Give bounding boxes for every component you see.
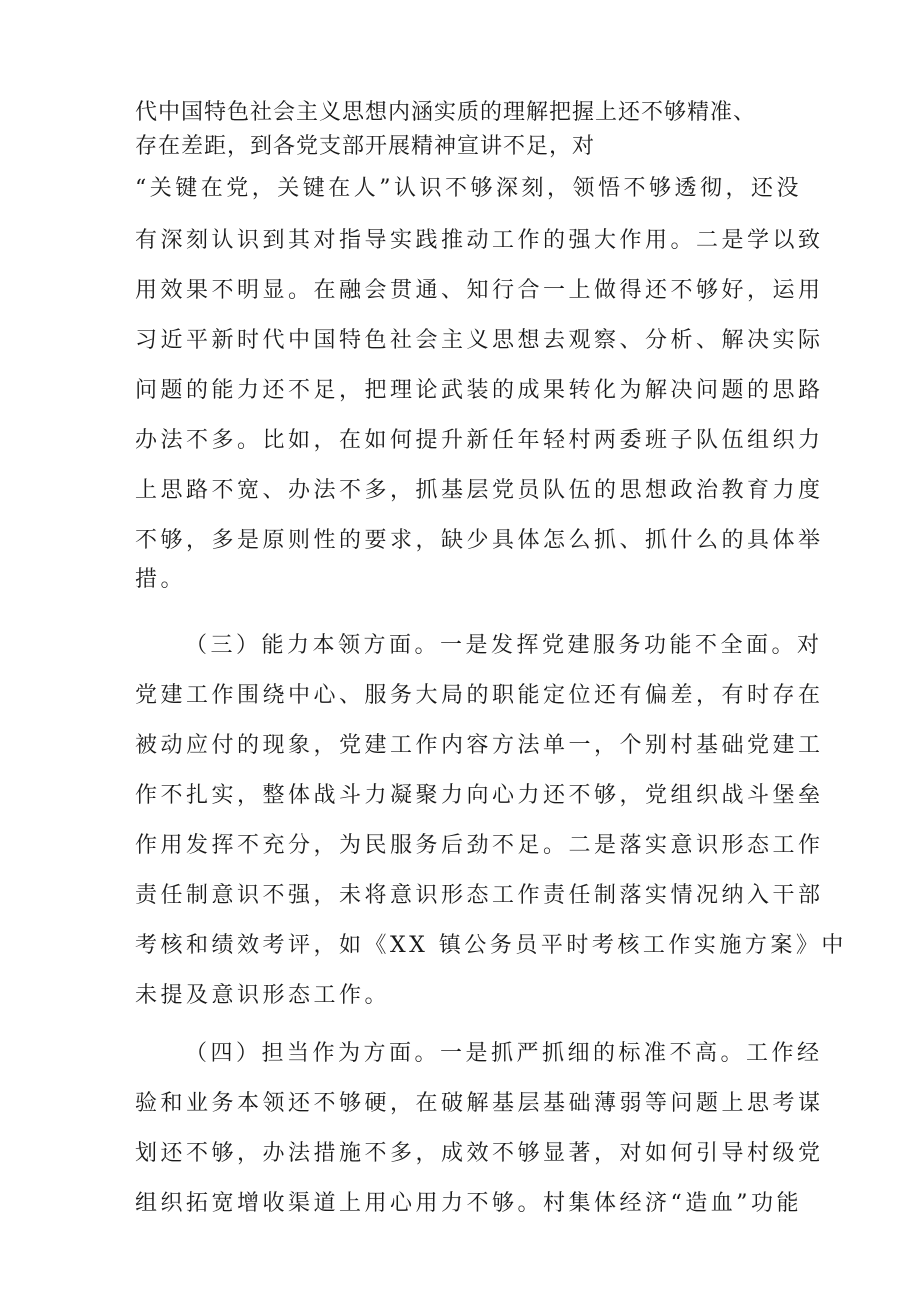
text-line: 考核和绩效考评，如《XX 镇公务员平时考核工作实施方案》中 <box>135 933 847 958</box>
text-line: 划还不够，办法措施不多，成效不够显著，对如何引导村级党 <box>135 1141 824 1166</box>
text-line: 验和业务本领还不够硬，在破解基层基础薄弱等问题上思考谋 <box>135 1091 824 1116</box>
text-line: 作用发挥不充分，为民服务后劲不足。二是落实意识形态工作 <box>135 833 824 858</box>
text-line: 上思路不宽、办法不多，抓基层党员队伍的思想政治教育力度 <box>135 478 824 503</box>
text-line: 措。 <box>135 567 187 592</box>
text-line: 作不扎实，整体战斗力凝聚力向心力还不够，党组织战斗堡垒 <box>135 783 824 808</box>
text-line: “关键在党，关键在人”认识不够深刻，领悟不够透彻，还没 <box>135 176 802 201</box>
text-line: 问题的能力还不足，把理论武装的成果转化为解决问题的思路 <box>135 378 824 403</box>
text-line: 党建工作围绕中心、服务大局的职能定位还有偏差，有时存在 <box>135 683 824 708</box>
paragraph-heading-line: （四）担当作为方面。一是抓严抓细的标准不高。工作经 <box>185 1041 823 1066</box>
text-line: 习近平新时代中国特色社会主义思想去观察、分析、解决实际 <box>135 328 824 353</box>
text-line: 办法不多。比如，在如何提升新任年轻村两委班子队伍组织力 <box>135 428 824 453</box>
text-line: 用效果不明显。在融会贯通、知行合一上做得还不够好，运用 <box>135 278 824 303</box>
text-line: 不够，多是原则性的要求，缺少具体怎么抓、抓什么的具体举 <box>135 528 824 553</box>
text-line: 责任制意识不强，未将意识形态工作责任制落实情况纳入干部 <box>135 883 824 908</box>
text-line: 被动应付的现象，党建工作内容方法单一，个别村基础党建工 <box>135 733 824 758</box>
text-line: 有深刻认识到其对指导实践推动工作的强大作用。二是学以致 <box>135 228 824 253</box>
paragraph-heading-line: （三）能力本领方面。一是发挥党建服务功能不全面。对 <box>185 633 823 658</box>
text-line: 未提及意识形态工作。 <box>135 983 391 1008</box>
text-line: 组织拓宽增收渠道上用心用力不够。村集体经济“造血”功能 <box>135 1191 802 1216</box>
text-line: 代中国特色社会主义思想内涵实质的理解把握上还不够精准、 <box>135 100 757 125</box>
text-line: 存在差距，到各党支部开展精神宣讲不足，对 <box>135 134 596 159</box>
